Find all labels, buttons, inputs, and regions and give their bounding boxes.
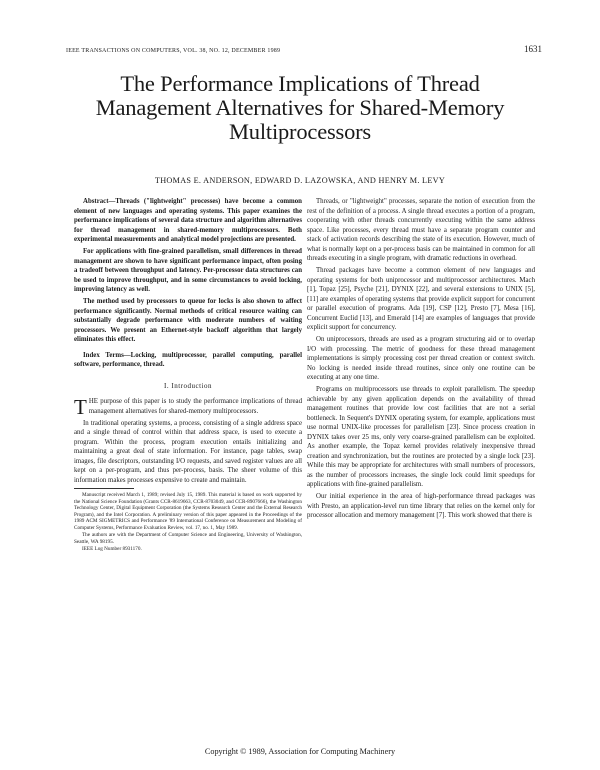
footnote-divider xyxy=(74,488,134,489)
abstract-paragraph-1: Abstract—Threads ("lightweight" processes) have become a common element of new languages and operating systems. This paper examines the performance implications of several data structure and algorithm alternatives for thread management in shared-memory multiprocessors. Both experimental measurements and analytical model projections are presented. xyxy=(74,198,302,243)
copyright-notice: Copyright © 1989, Association for Computing Machinery xyxy=(204,747,396,756)
index-terms: Index Terms—Locking, multiprocessor, parallel computing, parallel software, performance, thread. xyxy=(74,351,302,369)
drop-cap-letter: T xyxy=(74,395,87,420)
intro-paragraph-1-text: HE purpose of this paper is to study the performance implications of thread management alternatives for shared-memory multiprocessors. xyxy=(88,398,302,415)
body-paragraph-initial-experience: Our initial experience in the area of high-performance thread packages was with Presto, an application-level run time library that relies on the kernel only for processor allocation and memory management [7]. This work showed that there is xyxy=(307,493,535,520)
footnote-affiliation: The authors are with the Department of Computer Science and Engineering, University of Washington, Seattle, WA 98195. xyxy=(74,532,302,545)
left-column xyxy=(74,197,302,554)
paper-title: The Performance Implications of Thread Management Alternatives for Shared-Memory Multiprocessors xyxy=(95,71,505,144)
page-number: 1631 xyxy=(524,44,542,54)
abstract-paragraph-3: The method used by processors to queue for locks is also shown to affect performance significantly. Normal methods of critical resource waiting can substantially degrade performance with moderate numbers of waiting processors. We present an Ethernet-style backoff algorithm that largely eliminates this effect. xyxy=(74,298,302,344)
body-paragraph-uniprocessors: On uniprocessors, threads are used as a program structuring aid or to overlap I/O with processing. The metric of goodness for these thread management implementations is simply processing cost per thread creation or context switch. No locking is needed inside thread routines, since only one routine can be executing at any one time. xyxy=(307,336,535,382)
section-heading-introduction: I. Introduction xyxy=(164,381,212,390)
body-paragraph-thread-packages: Thread packages have become a common element of new languages and operating systems for both uniprocessor and multiprocessor architectures. Mach [1], Topaz [25], Psyche [21], DYNIX [22], and several extensions to UNIX [5], [11] are examples of operating systems that provide explicit support for concurrent or parallel execution of programs. Ada [19], CSP [12], Presto [7], Mesa [16], Concurrent Euclid [13], and Emerald [14] are examples of languages that provide explicit support for concurrency. xyxy=(307,267,535,332)
author-list: THOMAS E. ANDERSON, EDWARD D. LAZOWSKA, AND HENRY M. LEVY xyxy=(154,176,446,185)
footnote-log-number: IEEE Log Number 8931170. xyxy=(82,546,142,553)
running-header: IEEE TRANSACTIONS ON COMPUTERS, VOL. 38, NO. 12, DECEMBER 1989 xyxy=(66,48,281,54)
right-column xyxy=(307,197,535,523)
intro-paragraph-1 xyxy=(74,395,302,420)
body-paragraph-threads: Threads, or "lightweight" processes, separate the notion of execution from the rest of the definition of a process. A single thread executes a portion of a program, cooperating with other threads concurrently executing within the same address space. Like processes, every thread must have a separate program counter and stack of activation records describing the state of its execution. However, much of what is normally kept on a per-process basis can be maintained in common for all threads executing in a single program, with dramatic reductions in overhead. xyxy=(307,198,535,262)
footnote-manuscript: Manuscript received March 1, 1989; revised July 15, 1989. This material is based on work supported by the National Science Foundation (Grants CCR-8619663, CCR-8703049, and CCR-8907666), the Washington Technology Center, Digital Equipment Corporation (the Systems Research Center and the External Research Program), and the Intel Corporation. A preliminary version of this paper appeared in the Proceedings of the 1989 ACM SIGMETRICS and Performance '89 International Conference on Measurement and Modeling of Computer Systems, Performance Evaluation Review, vol. 17, no. 1, May 1989. xyxy=(74,492,302,531)
abstract-paragraph-2: For applications with fine-grained parallelism, small differences in thread management are shown to have significant performance impact, often posing a tradeoff between throughput and latency. Per-processor data structures can be used to improve throughput, and in some circumstances to avoid locking, improving latency as well. xyxy=(74,248,302,294)
intro-paragraph-2: In traditional operating systems, a process, consisting of a single address space and a single thread of control within that address space, is used to execute a program. Within the process, program execution entails initializing and maintaining a great deal of state information. For instance, page tables, swap images, file descriptors, outstanding I/O requests, and saved register values are all kept on a per-program, and thus per-process, basis. The sheer volume of this information makes processes expensive to create and maintain. xyxy=(74,419,302,484)
body-paragraph-multiprocessors: Programs on multiprocessors use threads to exploit parallelism. The speedup achievable by any given application depends on the availability of thread management routines that provide low cost facilities that are not a serial bottleneck. In Sequent's DYNIX operating system, for example, applications must use normal UNIX-like processes for parallelism [23]. Since process creation in DYNIX takes over 25 ms, only very coarse-grained parallelism can be exploited. As another example, the Topaz kernel provides relatively inexpensive thread creation and synchronization, but the routines are protected by a single lock [23]. While this may be appropriate for architectures with small numbers of processors, as the number of processors increases, the single lock could limit speedups for applications with fine-grained parallelism. xyxy=(307,386,535,489)
